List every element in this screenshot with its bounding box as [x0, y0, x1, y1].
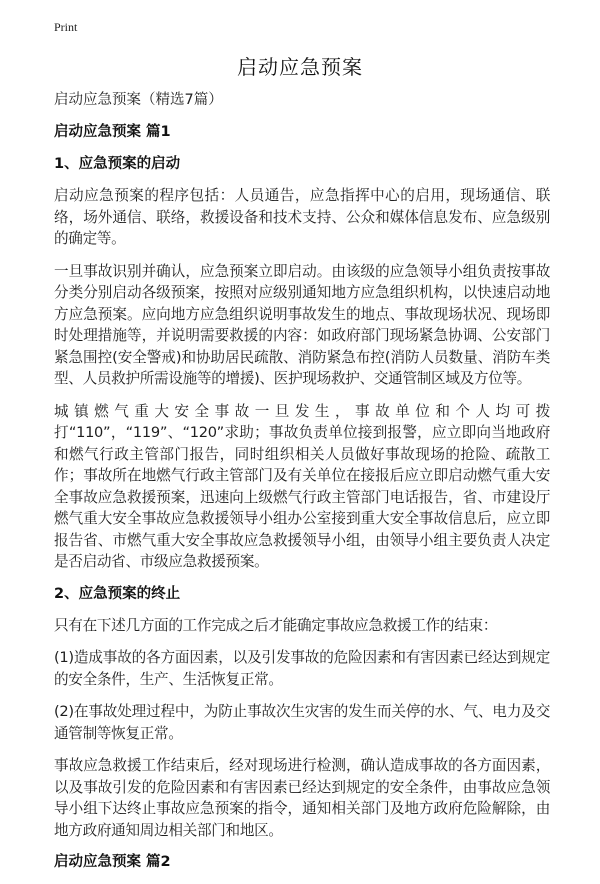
- paragraph: 启动应急预案的程序包括：人员通告，应急指挥中心的启用，现场通信、联络，场外通信、联络，救援设备和技术支持、公众和媒体信息发布、应急级别的确定等。: [54, 187, 550, 247]
- paragraph: 只有在下述几方面的工作完成之后才能确定事故应急救援工作的结束：: [54, 616, 498, 634]
- heading-plan-termination: 2、应急预案的终止: [54, 585, 181, 602]
- paragraph: (1)造成事故的各方面因素，以及引发事故的危险因素和有害因素已经达到规定的安全条件，生产、生活恢复正常。: [54, 649, 550, 688]
- print-label[interactable]: Print: [54, 20, 78, 34]
- paragraph: 一旦事故识别并确认，应急预案立即启动。由该级的应急领导小组负责按事故分类分别启动各级预案，按照对应级别通知地方应急组织机构，以快速启动地方应急预案。应向地方应急组织说明事故发生的地点、事故现场状况、现场即时处理措施等，并说明需要救援的内容：如政府部门现场紧急协调、公安部门紧急围控(安全警戒)和协助居民疏散、消防紧急布控(消防人员数量、消防车类型、人员救护所需设施等的增援)、医护现场救护、交通管制区域及方位等。: [54, 262, 550, 387]
- document-title: 启动应急预案: [237, 55, 363, 79]
- section-title-2: 启动应急预案 篇2: [54, 854, 171, 870]
- document-subtitle: 启动应急预案（精选7篇）: [54, 92, 223, 108]
- document-body: [54, 90, 550, 884]
- paragraph: 城镇燃气重大安全事故一旦发生，事故单位和个人均可拨打“110”，“119”、“120”求助；事故负责单位接到报警，应立即向当地政府和燃气行政主管部门报告，同时组织相关人员做好事故现场的抢险、疏散工作；事故所在地燃气行政主管部门及有关单位在接报后应立即启动燃气重大安全事故应急救援预案，迅速向上级燃气行政主管部门电话报告，省、市建设厅燃气重大安全事故应急救援领导小组办公室接到重大安全事故信息后，应立即报告省、市燃气重大安全事故应急救援领导小组，由领导小组主要负责人决定是否启动省、市级应急救援预案。: [54, 402, 550, 570]
- paragraph: (2)在事故处理过程中，为防止事故次生灾害的发生而关停的水、气、电力及交通管制等恢复正常。: [54, 703, 550, 742]
- section-title-1: 启动应急预案 篇1: [54, 124, 171, 140]
- paragraph: 事故应急救援工作结束后，经对现场进行检测，确认造成事故的各方面因素，以及事故引发的危险因素和有害因素已经达到规定的安全条件，由事故应急领导小组下达终止事故应急预案的指令，通知相关部门及地方政府危险解除，由地方政府通知周边相关部门和地区。: [54, 757, 550, 839]
- heading-plan-activation: 1、应急预案的启动: [54, 156, 181, 172]
